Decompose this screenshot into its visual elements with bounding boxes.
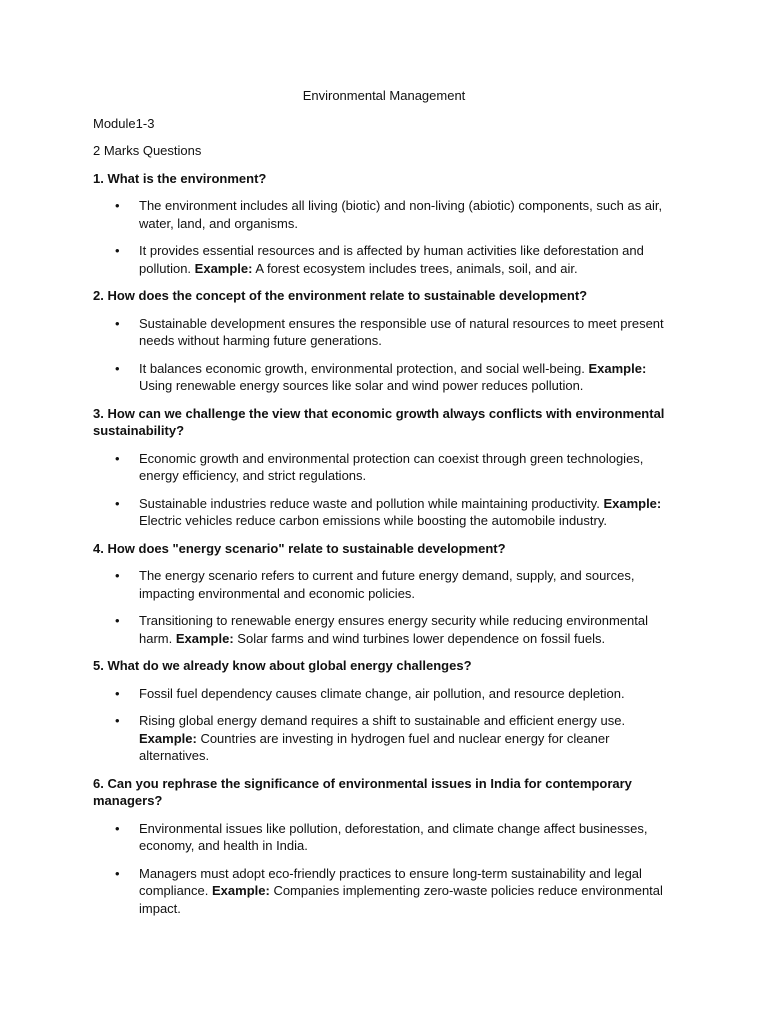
answer-text: It balances economic growth, environmental protection, and social well-being. [139, 360, 585, 376]
question-list [93, 170, 683, 918]
answer-bullet-list [93, 567, 683, 647]
document-title: Environmental Management [302, 88, 466, 103]
answer-text: Sustainable industries reduce waste and pollution while maintaining productivity. [139, 495, 600, 511]
question-heading: 4. How does "energy scenario" relate to sustainable development? [93, 540, 506, 556]
answer-bullet-list [93, 450, 683, 530]
answer-bullet [93, 242, 683, 277]
example-label: Example: [194, 260, 253, 276]
answer-bullet [93, 360, 683, 395]
answer-bullet [93, 685, 683, 703]
question-heading: 3. How can we challenge the view that economic growth always conflicts with environmental sustainability? [93, 405, 665, 438]
example-label: Example: [588, 360, 647, 376]
answer-text: Managers must adopt eco-friendly practices to ensure long-term sustainability and legal compliance. [139, 865, 642, 898]
answer-text: Transitioning to renewable energy ensures energy security while reducing environmental harm. [139, 613, 648, 646]
example-text: Solar farms and wind turbines lower dependence on fossil fuels. [237, 630, 606, 646]
answer-text: The environment includes all living (biotic) and non-living (abiotic) components, such as air, water, land, and organisms. [139, 198, 663, 231]
question-heading: 1. What is the environment? [93, 170, 267, 186]
answer-bullet [93, 315, 683, 350]
example-label: Example: [212, 883, 270, 898]
example-text: Using renewable energy sources like solar and wind power reduces pollution. [139, 378, 584, 393]
example-label: Example: [139, 730, 197, 746]
example-text: Electric vehicles reduce carbon emissions while boosting the automobile industry. [139, 513, 607, 528]
answer-bullet-list [93, 685, 683, 765]
answer-bullet [93, 865, 683, 918]
answer-bullet [93, 820, 683, 855]
answer-bullet-list [93, 315, 683, 395]
answer-text: Rising global energy demand requires a shift to sustainable and efficient energy use. [139, 713, 626, 728]
example-label: Example: [603, 495, 662, 511]
answer-text: It provides essential resources and is affected by human activities like deforestation and pollution. [139, 243, 644, 276]
answer-text: Sustainable development ensures the responsible use of natural resources to meet present needs without harming future generations. [139, 315, 664, 348]
answer-bullet [93, 567, 683, 602]
document-content [93, 87, 683, 927]
answer-bullet-list [93, 197, 683, 277]
question-heading: 6. Can you rephrase the significance of environmental issues in India for contemporary managers? [93, 775, 632, 808]
answer-bullet [93, 712, 683, 765]
example-text: Companies implementing zero-waste policies reduce environmental impact. [139, 883, 663, 916]
example-text: Countries are investing in hydrogen fuel and nuclear energy for cleaner alternatives. [139, 730, 610, 763]
question-heading: 5. What do we already know about global energy challenges? [93, 658, 472, 673]
answer-bullet [93, 197, 683, 232]
answer-text: Fossil fuel dependency causes climate change, air pollution, and resource depletion. [139, 685, 625, 701]
question-heading: 2. How does the concept of the environment relate to sustainable development? [93, 288, 588, 303]
answer-text: Environmental issues like pollution, deforestation, and climate change affect businesses, economy, and health in India. [139, 820, 648, 853]
answer-bullet [93, 612, 683, 647]
example-text: A forest ecosystem includes trees, animals, soil, and air. [255, 260, 578, 276]
example-label: Example: [175, 630, 234, 646]
answer-bullet [93, 495, 683, 530]
answer-text: The energy scenario refers to current and future energy demand, supply, and sources, impacting environmental and economic policies. [139, 568, 635, 601]
section-heading: 2 Marks Questions [93, 143, 202, 158]
answer-bullet-list [93, 820, 683, 918]
module-label: Module1-3 [93, 115, 155, 131]
answer-text: Economic growth and environmental protection can coexist through green technologies, energy efficiency, and strict regulations. [139, 450, 644, 483]
answer-bullet [93, 450, 683, 485]
